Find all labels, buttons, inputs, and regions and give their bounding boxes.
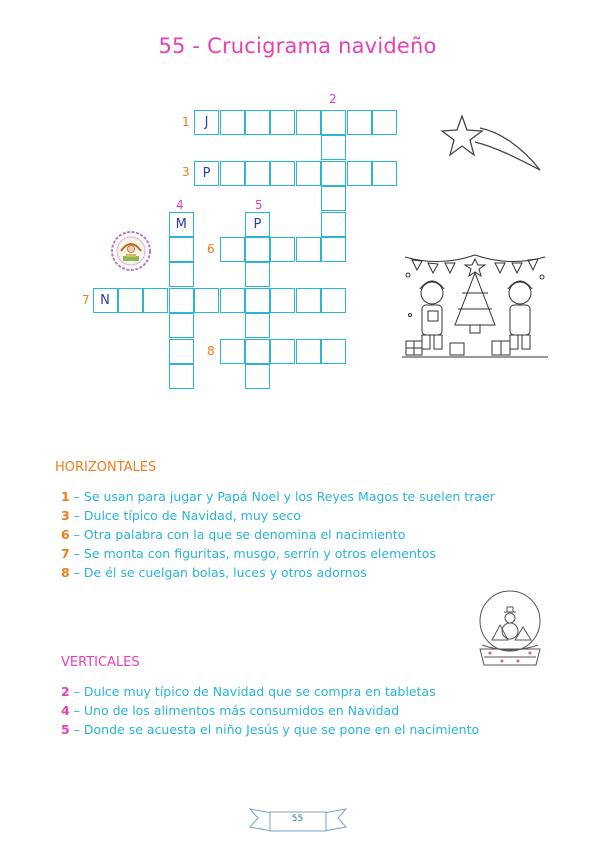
crossword-cell[interactable] <box>220 339 245 364</box>
clue-text: – De él se cuelgan bolas, luces y otros adornos <box>69 565 367 580</box>
clue-number-5: 5 <box>255 198 263 212</box>
vertical-clue-list <box>61 682 479 739</box>
crossword-cell[interactable] <box>270 110 295 135</box>
nativity-badge-icon <box>111 231 151 271</box>
clue-text: – Donde se acuesta el niño Jesús y que se pone en el nacimiento <box>69 722 480 737</box>
crossword-cell[interactable]: J <box>194 110 219 135</box>
clue-item <box>61 720 479 739</box>
page-title: 55 - Crucigrama navideño <box>158 34 437 58</box>
horizontal-clue-list <box>61 487 495 582</box>
clue-number-4: 4 <box>176 198 184 212</box>
crossword-cell[interactable] <box>245 339 270 364</box>
clue-text: – Dulce muy típico de Navidad que se compra en tabletas <box>69 684 436 699</box>
crossword-cell[interactable] <box>296 339 321 364</box>
crossword-cell[interactable] <box>245 161 270 186</box>
clue-item <box>61 487 495 506</box>
crossword-cell[interactable] <box>220 110 245 135</box>
clue-number: 2 <box>61 684 70 699</box>
clue-item <box>61 506 495 525</box>
clue-number: 8 <box>61 565 70 580</box>
clue-item <box>61 701 479 720</box>
crossword-cell[interactable] <box>321 135 346 160</box>
horizontal-clues <box>55 460 495 582</box>
clue-text: – Se monta con figuritas, musgo, serrín y otros elementos <box>69 546 436 561</box>
crossword-cell[interactable] <box>296 161 321 186</box>
crossword-cell[interactable] <box>220 288 245 313</box>
clue-number: 5 <box>61 722 70 737</box>
clue-text: – Otra palabra con la que se denomina el nacimiento <box>69 527 406 542</box>
clue-number-6: 6 <box>207 242 215 256</box>
clue-number-7: 7 <box>82 293 90 307</box>
snow-globe-icon <box>470 585 550 667</box>
crossword-cell[interactable] <box>169 364 194 389</box>
page-number: 55 <box>291 814 304 824</box>
crossword-cell[interactable] <box>296 237 321 262</box>
crossword-cell[interactable]: P <box>194 161 219 186</box>
crossword-cell[interactable] <box>245 237 270 262</box>
crossword-cell[interactable] <box>220 161 245 186</box>
clue-number-2: 2 <box>329 92 337 106</box>
crossword-cell[interactable] <box>245 313 270 338</box>
crossword-cell[interactable] <box>169 237 194 262</box>
clue-number-1: 1 <box>182 115 190 129</box>
crossword-cell[interactable] <box>321 161 346 186</box>
crossword-cell[interactable] <box>347 110 372 135</box>
clue-item <box>61 544 495 563</box>
crossword-cell[interactable] <box>220 237 245 262</box>
clue-item <box>61 525 495 544</box>
crossword-cell[interactable] <box>194 288 219 313</box>
crossword-cell[interactable] <box>296 110 321 135</box>
clue-text: – Dulce típico de Navidad, muy seco <box>69 508 301 523</box>
clue-number-8: 8 <box>207 344 215 358</box>
crossword-cell[interactable] <box>372 110 397 135</box>
crossword-cell[interactable] <box>245 364 270 389</box>
crossword-cell[interactable] <box>321 110 346 135</box>
clue-text: – Uno de los alimentos más consumidos en Navidad <box>69 703 400 718</box>
crossword-cell[interactable] <box>169 288 194 313</box>
clue-number: 6 <box>61 527 70 542</box>
clue-text: – Se usan para jugar y Papá Noel y los Reyes Magos te suelen traer <box>69 489 495 504</box>
christmas-children-scene <box>400 245 550 365</box>
crossword-cell[interactable] <box>245 262 270 287</box>
crossword-cell[interactable]: M <box>169 212 194 237</box>
shooting-star-icon <box>440 112 545 174</box>
crossword-cell[interactable] <box>270 339 295 364</box>
crossword-cell[interactable] <box>321 288 346 313</box>
horizontal-title: HORIZONTALES <box>55 460 157 475</box>
crossword-cell[interactable] <box>372 161 397 186</box>
clue-item <box>61 563 495 582</box>
clue-number-3: 3 <box>182 165 190 179</box>
clue-number: 4 <box>61 703 70 718</box>
crossword-cell[interactable] <box>118 288 143 313</box>
vertical-clues <box>61 655 479 739</box>
crossword-cell[interactable] <box>321 212 346 237</box>
crossword-cell[interactable] <box>143 288 168 313</box>
crossword-cell[interactable] <box>321 237 346 262</box>
crossword-cell[interactable] <box>245 288 270 313</box>
crossword-cell[interactable] <box>270 161 295 186</box>
clue-number: 3 <box>61 508 70 523</box>
clue-number: 7 <box>61 546 70 561</box>
crossword-cell[interactable] <box>169 313 194 338</box>
crossword-cell[interactable] <box>296 288 321 313</box>
crossword-cell[interactable] <box>270 288 295 313</box>
crossword-cell[interactable] <box>270 237 295 262</box>
crossword-cell[interactable] <box>169 262 194 287</box>
crossword-cell[interactable] <box>321 186 346 211</box>
crossword-cell[interactable] <box>347 161 372 186</box>
crossword-cell[interactable]: N <box>93 288 118 313</box>
crossword-cell[interactable] <box>245 110 270 135</box>
vertical-title: VERTICALES <box>61 655 140 670</box>
crossword-cell[interactable] <box>169 339 194 364</box>
crossword-cell[interactable] <box>321 339 346 364</box>
clue-item <box>61 682 479 701</box>
clue-number: 1 <box>61 489 70 504</box>
crossword-cell[interactable]: P <box>245 212 270 237</box>
